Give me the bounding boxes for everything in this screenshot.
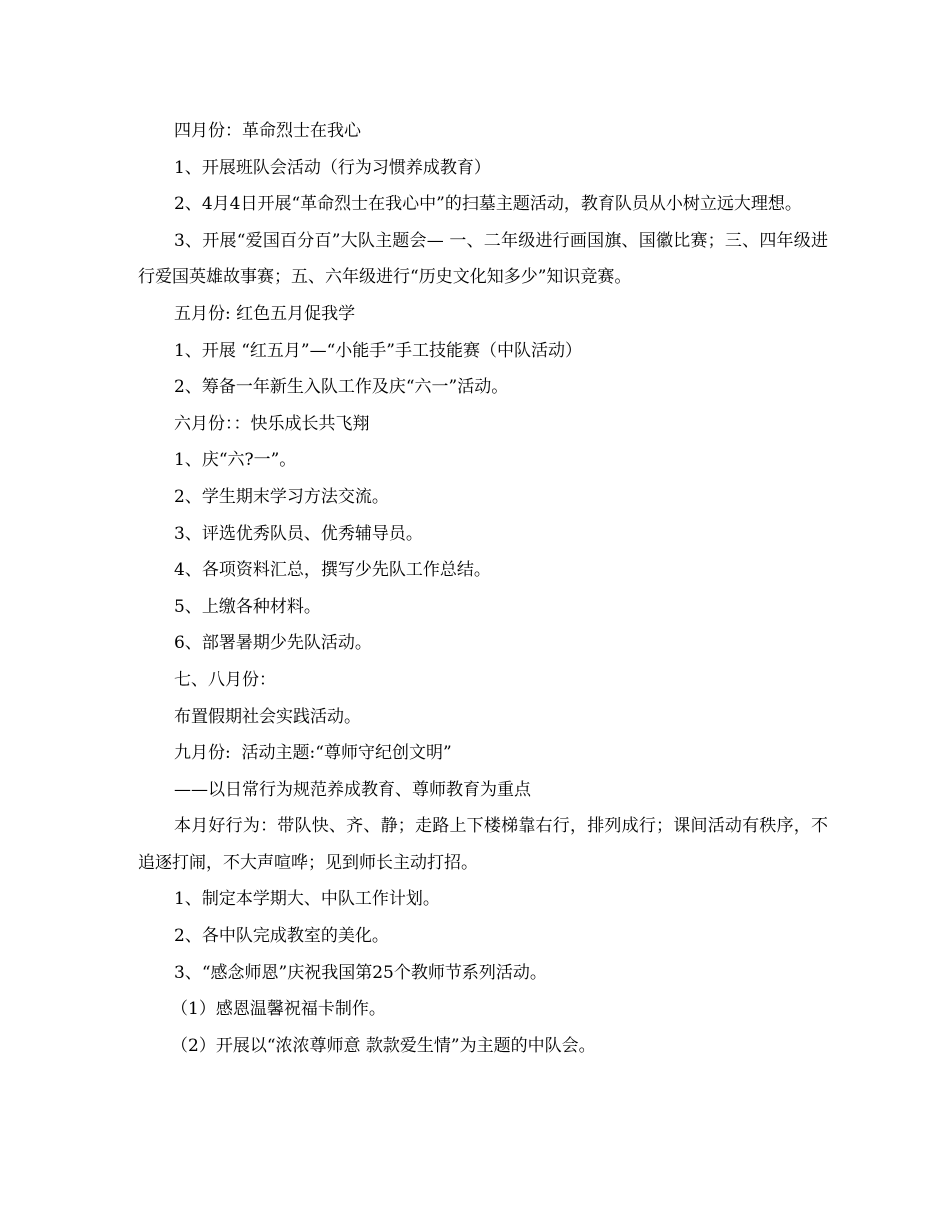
paragraph-september-item-1: 1、制定本学期大、中队工作计划。 <box>174 889 440 910</box>
paragraph-april-item-3: 3、开展“爱国百分百”大队主题会— 一、二年级进行画国旗、国徽比赛；三、四年级进行爱国英雄故事赛；五、六年级进行“历史文化知多少”知识竞赛。 <box>138 230 828 288</box>
paragraph-september-focus: ——以日常行为规范养成教育、尊师教育为重点 <box>174 779 531 800</box>
paragraph-september-heading: 九月份: 活动主题:“尊师守纪创文明” <box>174 743 452 764</box>
paragraph-june-item-4: 4、各项资料汇总，撰写少先队工作总结。 <box>174 560 491 581</box>
paragraph-september-item-3: 3、“感念师恩”庆祝我国第25个教师节系列活动。 <box>174 962 547 983</box>
paragraph-september-behavior: 本月好行为：带队快、齐、静；走路上下楼梯靠右行，排列成行；课间活动有秩序，不追逐打闹，不大声喧哗；见到师长主动打招。 <box>138 816 828 873</box>
paragraph-september-item-2: 2、各中队完成教室的美化。 <box>174 926 389 947</box>
paragraph-september-subitem-2: （2）开展以“浓浓尊师意 款款爱生情”为主题的中队会。 <box>171 1035 596 1056</box>
paragraph-july-august-item: 布置假期社会实践活动。 <box>174 706 361 727</box>
paragraph-may-heading: 五月份: 红色五月促我学 <box>174 303 356 324</box>
paragraph-june-item-6: 6、部署暑期少先队活动。 <box>174 633 372 654</box>
paragraph-april-item-1: 1、开展班队会活动（行为习惯养成教育） <box>174 157 491 178</box>
paragraph-may-item-1: 1、开展 “红五月”—“小能手”手工技能赛（中队活动） <box>174 340 582 361</box>
paragraph-june-item-5: 5、上缴各种材料。 <box>174 596 321 617</box>
paragraph-may-item-2: 2、筹备一年新生入队工作及庆“六一”活动。 <box>174 377 509 398</box>
paragraph-june-item-1: 1、庆“六?一”。 <box>174 450 297 471</box>
paragraph-april-heading: 四月份：革命烈士在我心 <box>174 121 361 141</box>
paragraph-july-august-heading: 七、八月份： <box>174 669 276 690</box>
document-page <box>138 113 828 1064</box>
paragraph-june-item-2: 2、学生期末学习方法交流。 <box>174 486 389 507</box>
paragraph-june-heading: 六月份：：快乐成长共飞翔 <box>174 413 370 434</box>
paragraph-june-item-3: 3、评选优秀队员、优秀辅导员。 <box>174 523 423 544</box>
paragraph-september-subitem-1: （1）感恩温馨祝福卡制作。 <box>171 999 386 1020</box>
paragraph-april-item-2: 2、4月4日开展“革命烈士在我心中”的扫墓主题活动，教育队员从小树立远大理想。 <box>174 194 802 215</box>
